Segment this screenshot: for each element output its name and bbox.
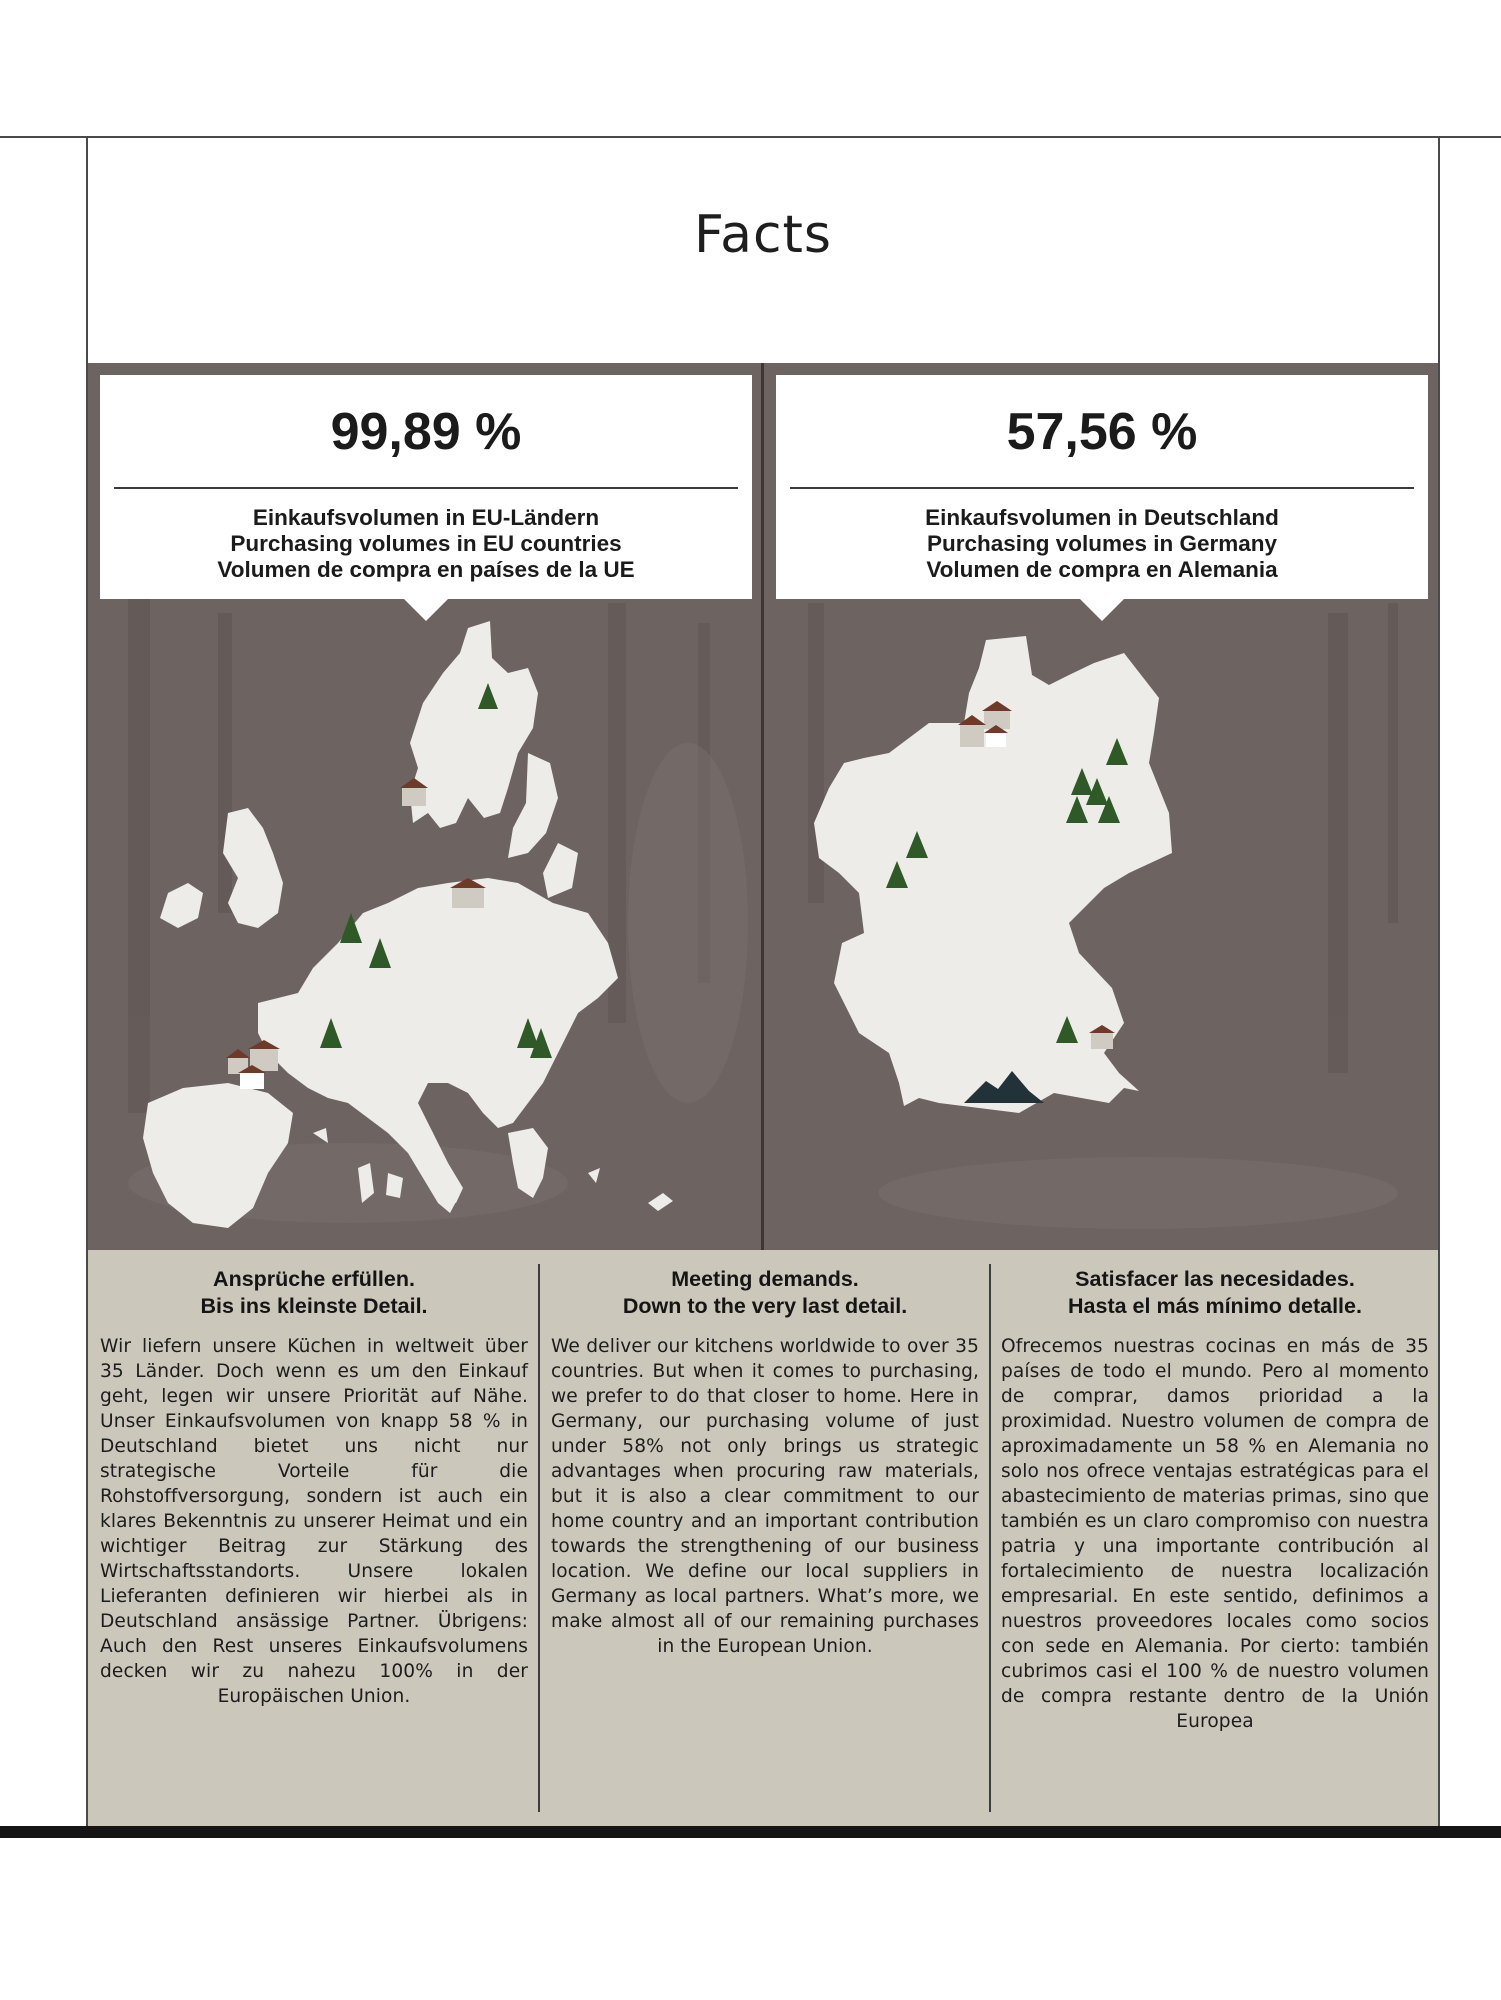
bottom-bar bbox=[0, 1826, 1501, 1838]
spanish-heading-line1: Satisfacer las necesidades. bbox=[1075, 1267, 1355, 1291]
eu-stat-callout bbox=[100, 375, 752, 599]
de-stat-callout bbox=[776, 375, 1428, 599]
eu-label-en: Purchasing volumes in EU countries bbox=[230, 531, 622, 556]
text-section bbox=[88, 1250, 1438, 1826]
column-divider bbox=[538, 1264, 540, 1812]
page-title: Facts bbox=[693, 205, 833, 265]
english-body: We deliver our kitchens worldwide to over 35 countries. But when it comes to purchasing, we prefer to do that closer to home. Here in Germany, our purchasing volume of just under 58% not only brings us strategic advantages when procuring raw materials, but it is also a clear commitment to our home country and an important contribution towards the strengthening of our business location. We define our local suppliers in Germany as local partners. What’s more, we make almost all of our remaining purchases in the European Union. bbox=[551, 1336, 979, 1657]
column-german bbox=[100, 1266, 528, 1709]
eu-percentage: 99,89 % bbox=[330, 403, 522, 461]
de-label-de: Einkaufsvolumen in Deutschland bbox=[925, 505, 1279, 530]
maps-panel bbox=[88, 363, 1438, 1250]
top-rule bbox=[0, 136, 1501, 138]
german-heading-line2: Bis ins kleinste Detail. bbox=[200, 1294, 428, 1318]
english-heading-line1: Meeting demands. bbox=[671, 1267, 859, 1291]
eu-label-de: Einkaufsvolumen in EU-Ländern bbox=[252, 505, 600, 530]
english-heading-line2: Down to the very last detail. bbox=[622, 1294, 908, 1318]
de-stat-rule bbox=[790, 487, 1414, 489]
de-percentage: 57,56 % bbox=[1006, 403, 1198, 461]
eu-label-es: Volumen de compra en países de la UE bbox=[217, 557, 635, 582]
column-english bbox=[551, 1266, 979, 1659]
eu-stat-rule bbox=[114, 487, 738, 489]
de-label-es: Volumen de compra en Alemania bbox=[926, 557, 1278, 582]
column-divider bbox=[989, 1264, 991, 1812]
europe-map bbox=[88, 613, 761, 1250]
german-heading-line1: Ansprüche erfüllen. bbox=[213, 1267, 415, 1291]
spanish-body: Ofrecemos nuestras cocinas en más de 35 países de todo el mundo. Pero al momento de comprar, damos prioridad a la proximidad. Nuestro volumen de compra de aproximadamente un 58 % en Alemania no solo nos ofrece ventajas estratégicas para el abastecimiento de materias primas, sino que también es un claro compromiso con nuestra patria y una importante contribución al fortalecimiento de nuestra localización empresarial. En este sentido, definimos a nuestros proveedores locales como socios con sede en Alemania. Por cierto: también cubrimos casi el 100 % de nuestro volumen de compra restante dentro de la Unión Europea bbox=[1001, 1336, 1429, 1732]
frame-right-line bbox=[1438, 136, 1440, 1826]
germany-map bbox=[764, 613, 1438, 1250]
column-spanish bbox=[1001, 1266, 1429, 1734]
de-label-en: Purchasing volumes in Germany bbox=[926, 531, 1278, 556]
german-body: Wir liefern unsere Küchen in weltweit über 35 Länder. Doch wenn es um den Einkauf geht, legen wir unsere Priorität auf Nähe. Unser Einkaufsvolumen von knapp 58 % in Deutschland bietet uns nicht nur strategische Vorteile für die Rohstoffversorgung, sondern ist auch ein klares Bekenntnis zu unserer Heimat und ein wichtiger Beitrag zur Stärkung des Wirtschaftsstandorts. Unsere lokalen Lieferanten definieren wir hierbei als in Deutschland ansässige Partner. Übrigens: Auch den Rest unseres Einkaufsvolumens decken wir zu nahezu 100% in der Europäischen Union. bbox=[100, 1336, 528, 1707]
spanish-heading-line2: Hasta el más mínimo detalle. bbox=[1068, 1294, 1362, 1318]
